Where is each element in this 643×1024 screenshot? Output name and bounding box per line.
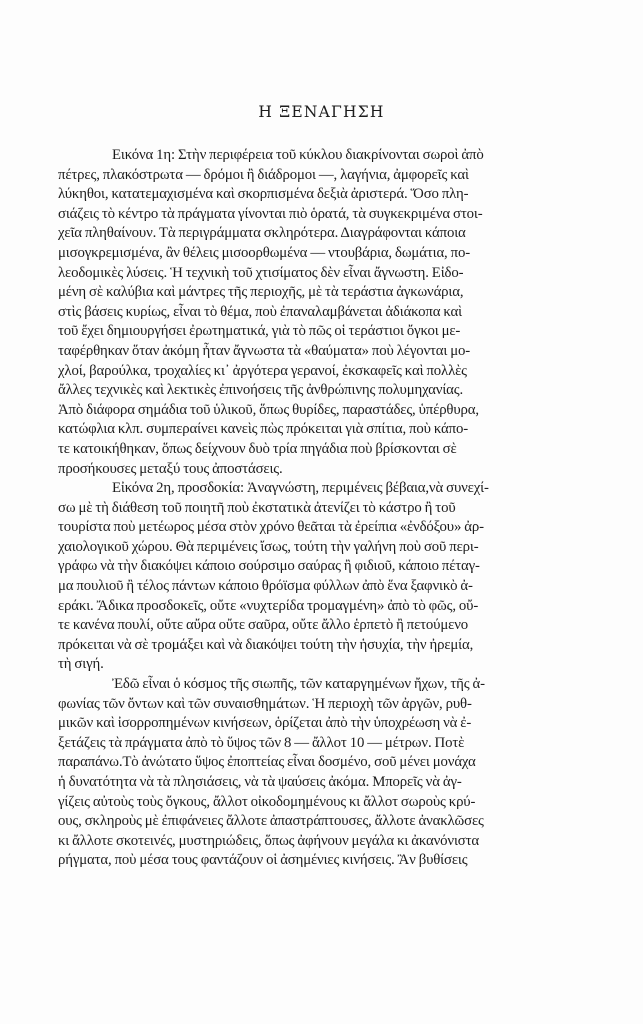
text-line: εράκι. Ἄδικα προσδοκεῖς, οὔτε «νυχτερίδα τρομαγμένη» ἀπὸ τὸ φῶς, οὔ- [58, 597, 479, 614]
text-line: φωνίας τῶν ὄντων καὶ τῶν συναισθημάτων. Ἡ περιοχὴ τῶν ἀργῶν, ρυθ- [58, 695, 472, 712]
text-line: χεῖα πληθαίνουν. Τὰ περιγράμματα σκληρότερα. Διαγράφονται κάποια [58, 225, 466, 242]
text-line: τε κανένα πουλί, οὔτε αὔρα οὔτε σαῦρα, οὔτε ἄλλο ἑρπετὸ ἢ πετούμενο [58, 617, 468, 634]
text-line: χλοί, βαρούλκα, τροχαλίες κι᾽ ἀργότερα γερανοί, ἐκσκαφεῖς καὶ πολλὲς [58, 362, 467, 379]
text-line: παραπάνω.Τὸ ἀνώτατο ὕψος ἐποπτείας εἶναι δοσμένο, σοῦ μένει μονάχα [58, 754, 476, 771]
text-line: σιάζεις τὸ κέντρο τὰ πράγματα γίνονται πιὸ ὁρατά, τὰ συγκεκριμένα στοι- [58, 205, 483, 222]
text-line: τοῦ ἔχει δημιουργήσει ἐρωτηματικά, γιὰ τὸ πῶς οἱ τεράστιοι ὄγκοι με- [58, 323, 461, 340]
text-line: προσήκουσες μεταξύ τους ἀποστάσεις. [58, 460, 283, 477]
text-line: ταφέρθηκαν ὅταν ἀκόμη ἦταν ἄγνωστα τὰ «θαύματα» ποὺ λέγονται μο- [58, 342, 471, 359]
text-line: τουρίστα ποὺ μετέωρος μέσα στὸν χρόνο θεᾶται τὰ ἐρείπια «ἐνδόξου» ἀρ- [58, 519, 484, 536]
paragraph-1 [58, 146, 640, 479]
text-line: Ἀπὸ διάφορα σημάδια τοῦ ὑλικοῦ, ὅπως θυρίδες, παραστάδες, ὑπέρθυρα, [58, 401, 479, 418]
text-line: Εικόνα 1η: Στὴν περιφέρεια τοῦ κύκλου διακρίνονται σωροὶ ἀπὸ [112, 147, 484, 163]
text-line: τε κατοικήθηκαν, ὅπως δείχνουν δυὸ τρία πηγάδια ποὺ βρίσκονται σὲ [58, 440, 457, 457]
text-line: ους, σκληροὺς μὲ ἐπιφάνειες ἄλλοτε ἀπαστράπτουσες, ἄλλοτε ἀνακλῶσες [58, 813, 484, 830]
paragraph-2 [58, 479, 640, 675]
text-line: μα πουλιοῦ ἢ τέλος πάντων κάποιο θρόϊσμα φύλλων ἀπὸ ἕνα ξαφνικὸ ἀ- [58, 578, 473, 595]
text-line: γίζεις αὐτοὺς τοὺς ὄγκους, ἄλλοτ οἰκοδομημένους κι ἄλλοτ σωροὺς κρύ- [58, 793, 476, 810]
text-line: Ἐδῶ εἶναι ὁ κόσμος τῆς σιωπῆς, τῶν καταργημένων ἤχων, τῆς ἀ- [112, 676, 485, 693]
text-line: ξετάζεις τὰ πράγματα ἀπὸ τὸ ὕψος τῶν 8 — ἄλλοτ 10 — μέτρων. Ποτὲ [58, 734, 465, 751]
text-line: σω μὲ τὴ διάθεση τοῦ ποιητῆ ποὺ ἐκστατικὰ ἀτενίζει τὸ κάστρο ἢ τοῦ [58, 499, 456, 516]
text-line: λύκηθοι, κατατεμαχισμένα καὶ σκορπισμένα δεξιὰ ἀριστερά. Ὅσο πλη- [58, 186, 469, 203]
text-line: ρήγματα, ποὺ μέσα τους φαντάζουν οἱ ἀσημένιες κινήσεις. Ἂν βυθίσεις [58, 852, 468, 869]
paragraph-3 [58, 675, 640, 871]
text-line: πρόκειται νὰ σὲ τρομάξει καὶ νὰ διακόψει τούτη τὴν ἡσυχία, τὴν ἠρεμία, [58, 636, 474, 653]
text-line: πέτρες, πλακόστρωτα — δρόμοι ἢ διάδρομοι —, λαγήνια, ἀμφορεῖς καὶ [58, 166, 469, 183]
text-line: γράφω νὰ τὴν διακόψει κάποιο σούρσιμο σαύρας ἢ φιδιοῦ, κάποιο πέταγ- [58, 558, 480, 575]
text-line: μισογκρεμισμένα, ἂν θέλεις μισοορθωμένα — ντουβάρια, δωμάτια, πο- [58, 244, 470, 261]
text-line: λεοδομικὲς λύσεις. Ἡ τεχνικὴ τοῦ χτισίματος δὲν εἶναι ἄγνωστη. Εἰδο- [58, 264, 464, 281]
text-line: μένη σὲ καλύβια καὶ μάντρες τῆς περιοχῆς, μὲ τὰ τεράστια ἀγκωνάρια, [58, 284, 464, 301]
text-line: ἄλλες τεχνικὲς καὶ λεκτικὲς ἐπινοήσεις τῆς ἀνθρώπινης πολυμηχανίας. [58, 382, 464, 399]
text-line: μικῶν καὶ ἰσορροπημένων κινήσεων, ὁρίζεται ἀπὸ τὴν ὑποχρέωση νὰ ἐ- [58, 715, 472, 732]
text-line: χαιολογικοῦ χώρου. Θὰ περιμένεις ἴσως, τούτη τὴν γαλήνη ποὺ σοῦ περι- [58, 538, 479, 555]
text-line: τὴ σιγή. [58, 656, 104, 673]
chapter-title: Η ΞΕΝΑΓΗΣΗ [258, 103, 385, 121]
text-line: ἡ δυνατότητα νὰ τὰ πλησιάσεις, νὰ τὰ ψαύσεις ἀκόμα. Μπορεῖς νὰ ἀγ- [58, 774, 462, 790]
text-line: κατώφλια κλπ. συμπεραίνει κανεὶς πὼς πρόκειται γιὰ σπίτια, ποὺ κάπο- [58, 421, 468, 438]
body-text [58, 146, 640, 871]
text-line: κι ἄλλοτε σκοτεινές, μυστηριώδεις, ὅπως ἀφήνουν μεγάλα κι ἀκανόνιστα [58, 832, 480, 849]
text-line: στὶς βάσεις κυρίως, εἶναι τὸ θέμα, ποὺ ἐπαναλαμβάνεται ἀδιάκοπα καὶ [58, 303, 462, 320]
text-line: Εἰκόνα 2η, προσδοκία: Ἀναγνώστη, περιμένεις βέβαια,νὰ συνεχί- [112, 480, 489, 497]
